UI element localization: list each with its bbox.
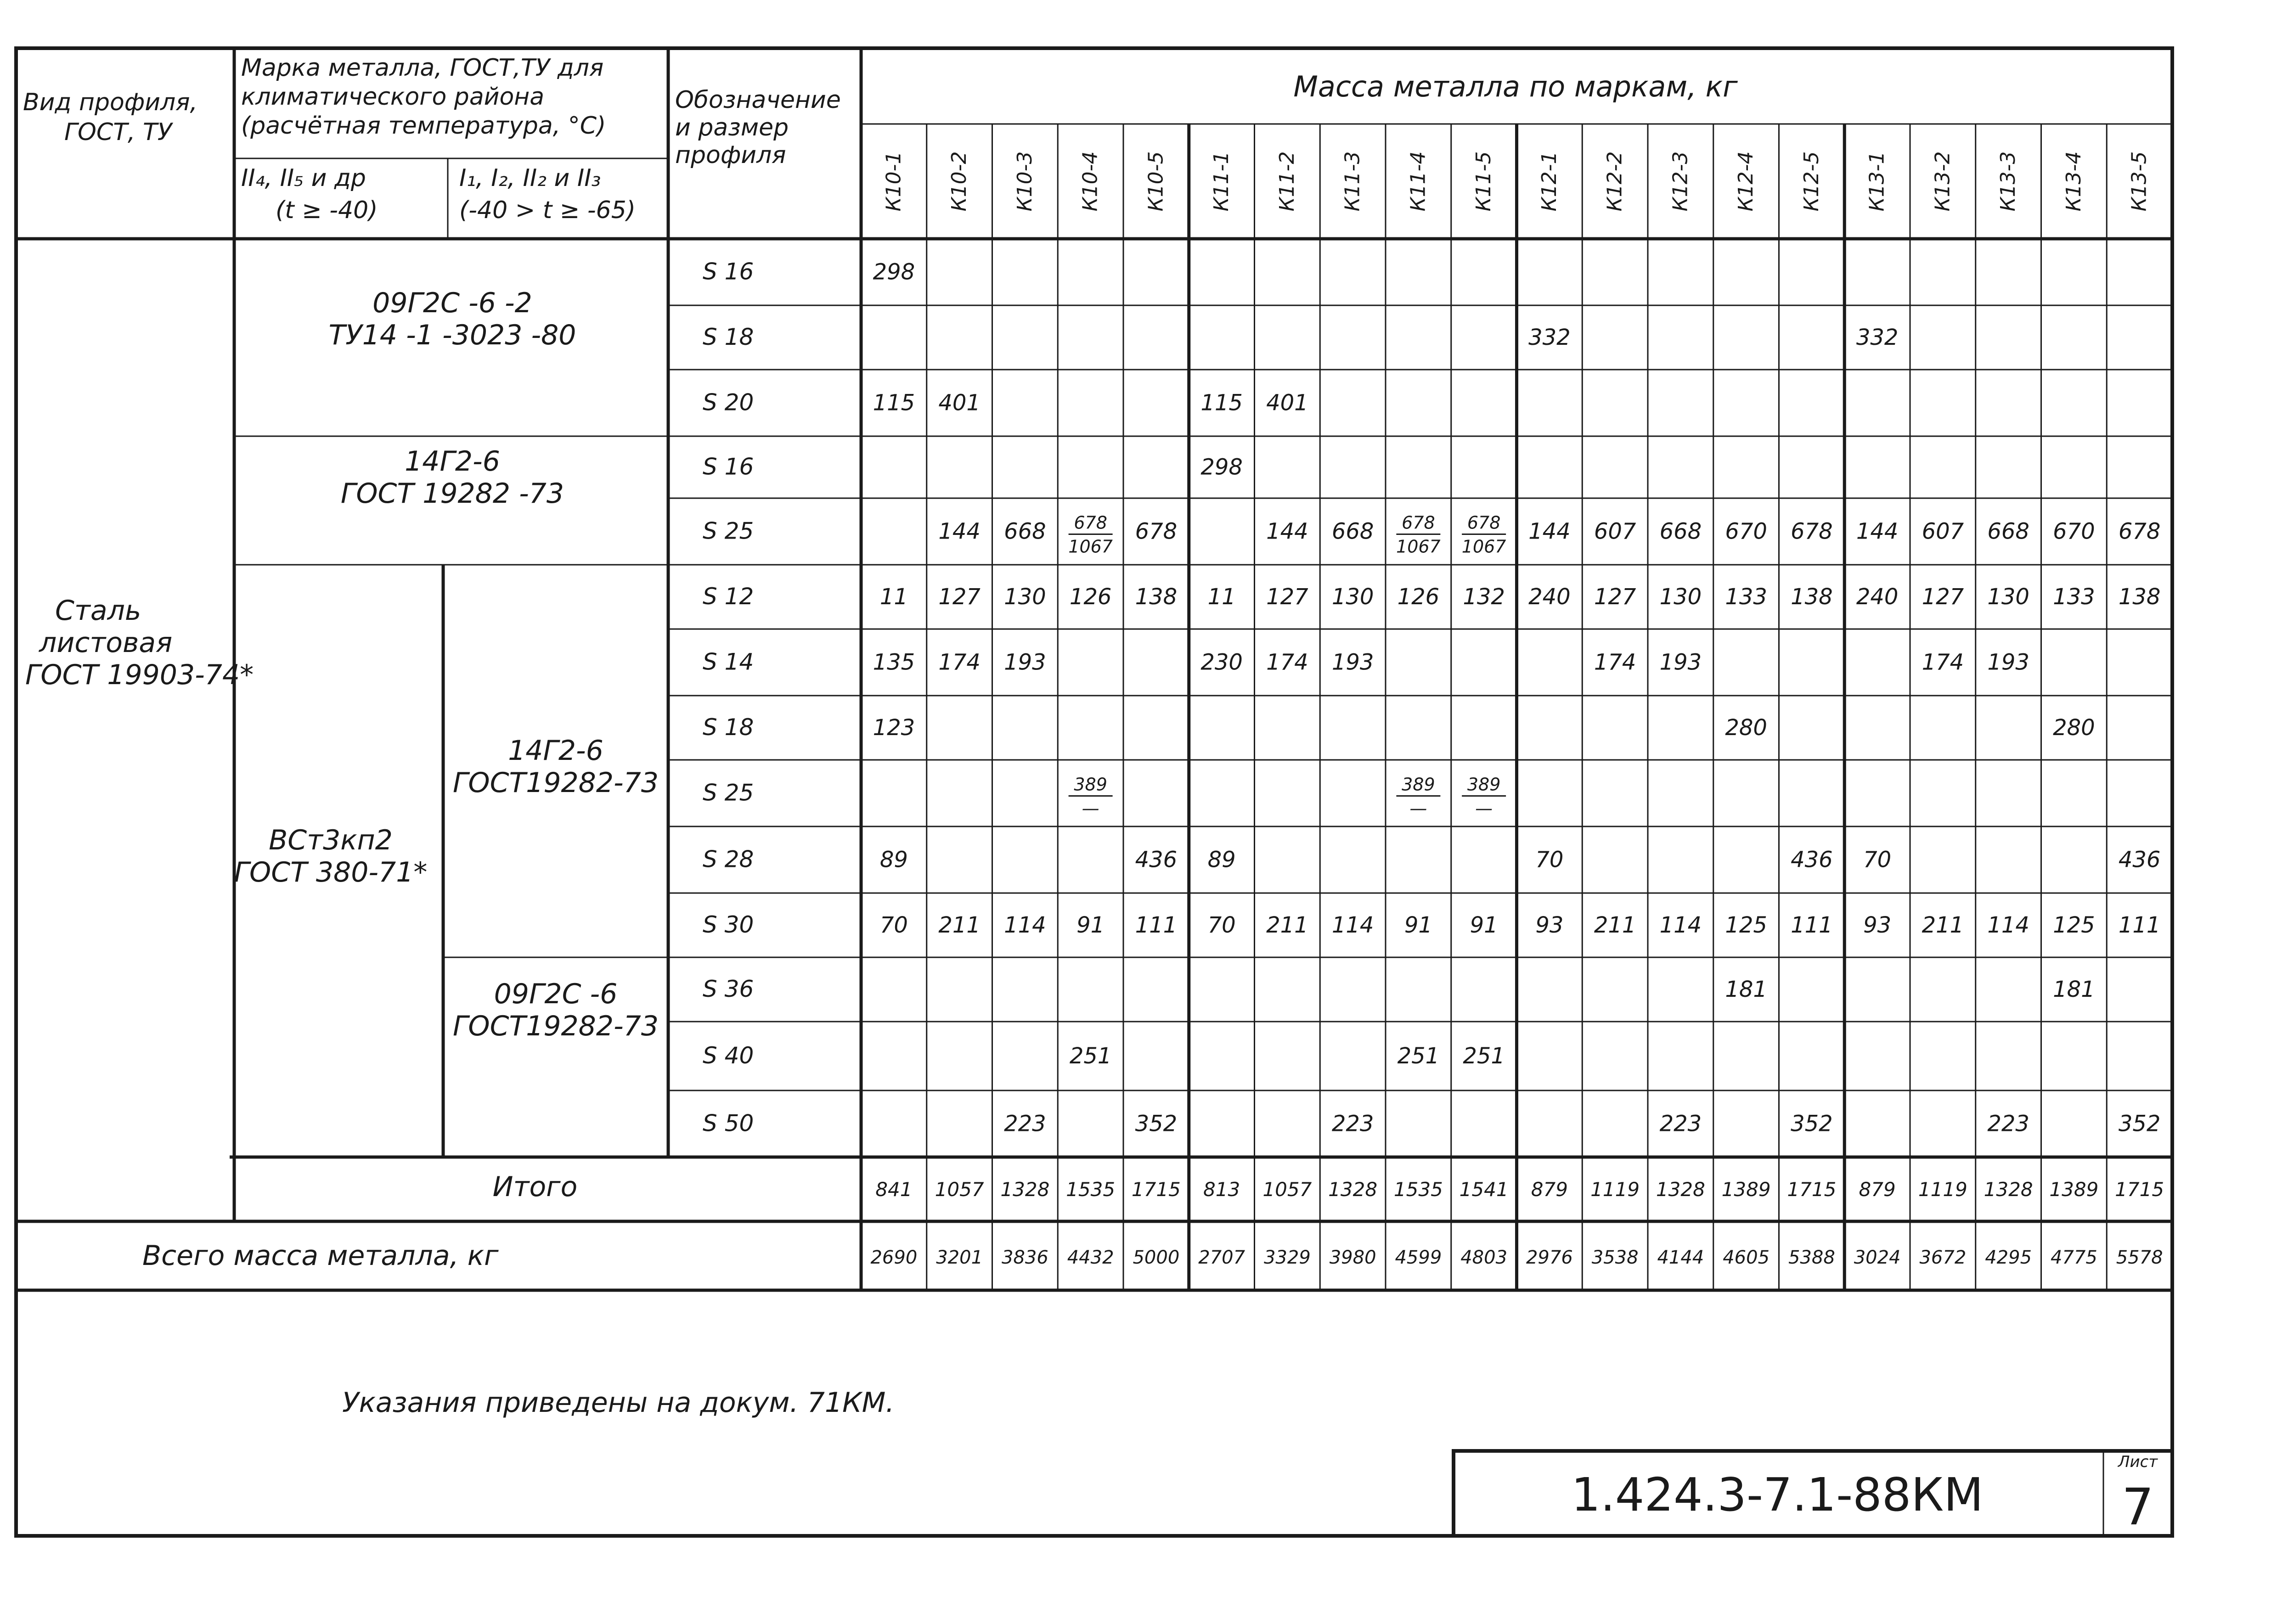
mass-cell: 193 xyxy=(1004,649,1046,675)
mass-cell: 436 xyxy=(2118,847,2161,873)
mark-header: К10-1 xyxy=(882,151,906,212)
mass-cell: 91 xyxy=(1470,912,1498,938)
profile-line3: ГОСТ 19903-74* xyxy=(25,659,254,691)
grade-gost-19282: ГОСТ 19282 -73 xyxy=(340,478,564,510)
mass-cell: 144 xyxy=(1266,518,1308,545)
grand-total-cell: 3836 xyxy=(1001,1247,1048,1268)
grade-header-line2: климатического района xyxy=(241,83,545,111)
mass-cell-denominator: 1067 xyxy=(1461,536,1506,557)
profile-size: S 25 xyxy=(703,517,754,545)
mass-cell: 678 xyxy=(1791,518,1833,545)
grade-gost-19282-b: ГОСТ19282-73 xyxy=(452,767,659,799)
mass-cell: 298 xyxy=(873,259,915,285)
mass-cell: 352 xyxy=(1135,1111,1178,1137)
total-cell: 1541 xyxy=(1459,1178,1509,1201)
mass-cell: 181 xyxy=(1725,977,1767,1002)
mark-header: К12-5 xyxy=(1799,151,1823,212)
mass-cell: 251 xyxy=(1463,1043,1505,1069)
total-cell: 879 xyxy=(1859,1178,1896,1201)
mark-header: К12-3 xyxy=(1668,151,1692,212)
mass-cell-denominator: — xyxy=(1082,798,1099,819)
grand-total-cell: 4605 xyxy=(1723,1247,1770,1268)
mark-header: К13-2 xyxy=(1931,151,1955,212)
total-cell: 1715 xyxy=(1131,1178,1181,1201)
grand-total-cell: 3024 xyxy=(1854,1247,1901,1268)
grade-14g2-6: 14Г2-6 xyxy=(405,445,500,478)
profile-size: S 16 xyxy=(703,453,754,480)
mark-header: К11-5 xyxy=(1472,151,1496,212)
mass-cell: 181 xyxy=(2053,977,2095,1002)
sheet-label: Лист xyxy=(2118,1453,2158,1471)
total-cell: 1715 xyxy=(1787,1178,1837,1201)
mass-cell: 251 xyxy=(1069,1043,1112,1069)
mass-cell: 111 xyxy=(1135,912,1178,938)
grand-total-label: Всего масса металла, кг xyxy=(142,1240,499,1272)
mass-cell: 251 xyxy=(1397,1043,1440,1069)
grand-total-cell: 2690 xyxy=(870,1247,918,1268)
mass-cell: 174 xyxy=(1594,649,1636,675)
mass-cell: 126 xyxy=(1397,584,1440,610)
mass-cell-denominator: 1067 xyxy=(1396,536,1441,557)
mass-cell: 211 xyxy=(1922,912,1964,938)
mass-cell: 668 xyxy=(1004,518,1046,545)
total-cell: 841 xyxy=(875,1178,913,1201)
grade-col-a-line1: II₄, II₅ и др xyxy=(241,164,366,192)
profile-size: S 18 xyxy=(703,714,754,741)
grade-gost-380: ГОСТ 380-71* xyxy=(234,856,428,888)
mark-header: К13-3 xyxy=(1996,151,2020,212)
mass-header: Масса металла по маркам, кг xyxy=(1293,70,1738,103)
mass-cell: 670 xyxy=(1725,518,1767,545)
column-lines xyxy=(927,124,2107,1290)
mass-cell: 125 xyxy=(1725,912,1767,938)
mass-cell: 174 xyxy=(1266,649,1308,675)
grand-total-cell: 5000 xyxy=(1133,1247,1180,1268)
totals-label: Итого xyxy=(492,1171,578,1203)
profile-size: S 25 xyxy=(703,779,754,806)
mark-header: К11-2 xyxy=(1275,151,1299,212)
total-cell: 1328 xyxy=(1000,1178,1050,1201)
total-cell: 1328 xyxy=(1328,1178,1378,1201)
grade-09g2s-62: 09Г2С -6 -2 xyxy=(372,287,532,319)
mass-cell: 11 xyxy=(1207,584,1236,610)
mass-cell-denominator: 1067 xyxy=(1068,536,1113,557)
mass-cell: 607 xyxy=(1922,518,1964,545)
grand-total-cell: 5388 xyxy=(1788,1247,1835,1268)
mark-header: К11-4 xyxy=(1406,151,1430,212)
sheet-number: 7 xyxy=(2122,1478,2154,1536)
profile-size: S 28 xyxy=(703,846,754,873)
mass-cell: 111 xyxy=(1791,912,1833,938)
mass-cell: 130 xyxy=(1331,584,1374,610)
mass-cell: 138 xyxy=(1135,584,1178,610)
mass-cell: 436 xyxy=(1791,847,1833,873)
profile-label xyxy=(25,595,254,691)
mass-cell: 144 xyxy=(1528,518,1571,545)
total-cell: 1389 xyxy=(1721,1178,1771,1201)
mass-cell: 401 xyxy=(1266,390,1308,416)
mark-header: К13-1 xyxy=(1865,151,1889,212)
profile-type-header-line2: ГОСТ, ТУ xyxy=(64,118,172,146)
mass-cell: 211 xyxy=(1266,912,1308,938)
grand-total-cell: 3672 xyxy=(1919,1247,1967,1268)
grade-tu-3023: ТУ14 -1 -3023 -80 xyxy=(328,319,576,351)
mark-header: К13-4 xyxy=(2062,151,2085,212)
grade-col-b-line2: (-40 > t ≥ -65) xyxy=(459,197,636,224)
mass-cell: 123 xyxy=(873,715,915,741)
mark-header: К10-4 xyxy=(1078,151,1102,212)
profile-size: S 18 xyxy=(703,324,754,350)
grade-header-line1: Марка металла, ГОСТ,ТУ для xyxy=(241,54,604,82)
mass-cell: 70 xyxy=(879,912,908,938)
total-cell: 1057 xyxy=(1262,1178,1312,1201)
mass-cell: 211 xyxy=(938,912,981,938)
mass-cell: 332 xyxy=(1528,325,1571,350)
mass-cell: 114 xyxy=(1004,912,1046,938)
mass-cell-numerator: 389 xyxy=(1074,774,1107,795)
mass-cell: 223 xyxy=(1659,1111,1702,1137)
mass-cell: 70 xyxy=(1207,912,1236,938)
mass-cell: 298 xyxy=(1200,454,1243,480)
mass-cell: 114 xyxy=(1331,912,1374,938)
grand-total-cell: 3980 xyxy=(1329,1247,1376,1268)
grade-labels xyxy=(234,287,659,1042)
mass-cell: 211 xyxy=(1594,912,1636,938)
mass-cell: 126 xyxy=(1069,584,1112,610)
mark-header: К10-5 xyxy=(1144,151,1168,212)
mass-cell: 115 xyxy=(1200,390,1243,416)
grand-total-cell: 3329 xyxy=(1263,1247,1311,1268)
profile-size: S 14 xyxy=(703,648,754,675)
mark-header: К10-2 xyxy=(947,151,971,212)
total-cell: 1119 xyxy=(1590,1178,1640,1201)
grand-total-cell: 3201 xyxy=(936,1247,983,1268)
mass-cell: 130 xyxy=(1659,584,1702,610)
mass-cell: 93 xyxy=(1535,912,1564,938)
profile-size: S 12 xyxy=(703,583,754,610)
total-cell: 1328 xyxy=(1984,1178,2033,1201)
designation-header-line2: и размер xyxy=(675,114,789,141)
mass-cell-numerator: 678 xyxy=(1467,512,1501,533)
mass-cell-denominator: — xyxy=(1475,798,1493,819)
mark-header: К12-1 xyxy=(1537,151,1561,212)
mass-cell: 93 xyxy=(1863,912,1892,938)
note-text: Указания приведены на докум. 71КМ. xyxy=(342,1387,895,1419)
grade-col-b-line1: I₁, I₂, II₂ и II₃ xyxy=(459,164,601,192)
grand-total-cell: 2976 xyxy=(1526,1247,1573,1268)
profile-size: S 36 xyxy=(703,976,754,1002)
mass-cell: 91 xyxy=(1076,912,1105,938)
mass-cell: 135 xyxy=(873,649,915,675)
drawing-code: 1.424.3-7.1-88КМ xyxy=(1571,1468,1984,1522)
profile-size: S 20 xyxy=(703,389,754,416)
mass-cell: 668 xyxy=(1659,518,1702,545)
profile-size: S 40 xyxy=(703,1042,754,1069)
mass-cell: 174 xyxy=(938,649,981,675)
mark-header: К11-1 xyxy=(1210,151,1234,212)
mass-cell: 607 xyxy=(1594,518,1636,545)
mass-cell: 11 xyxy=(879,584,908,610)
mass-cell: 240 xyxy=(1856,584,1899,610)
grand-total-cell: 4803 xyxy=(1460,1247,1508,1268)
mass-cell: 144 xyxy=(938,518,981,545)
profile-size: S 16 xyxy=(703,258,754,285)
mass-cell: 130 xyxy=(1987,584,2029,610)
mass-cell: 138 xyxy=(2118,584,2161,610)
mass-cell: 280 xyxy=(1725,715,1767,741)
mass-cell: 352 xyxy=(2118,1111,2161,1137)
mark-header: К10-3 xyxy=(1013,151,1037,212)
mass-cell-numerator: 389 xyxy=(1402,774,1435,795)
mass-cell: 223 xyxy=(1331,1111,1374,1137)
mark-header: К13-5 xyxy=(2127,151,2151,212)
mass-cell: 332 xyxy=(1856,325,1899,350)
grand-total-cell: 4775 xyxy=(2050,1247,2097,1268)
mass-cell: 678 xyxy=(1135,518,1178,545)
grand-total-cell: 4295 xyxy=(1985,1247,2032,1268)
row-lines xyxy=(668,305,2172,1090)
mass-cell: 670 xyxy=(2053,518,2095,545)
total-cell: 813 xyxy=(1203,1178,1240,1201)
mass-cell: 280 xyxy=(2053,715,2095,741)
mass-cell: 114 xyxy=(1987,912,2029,938)
designation-header-line1: Обозначение xyxy=(675,86,841,114)
total-cell: 1535 xyxy=(1393,1178,1443,1201)
mass-cell: 223 xyxy=(1987,1111,2029,1137)
grade-14g2-6-b: 14Г2-6 xyxy=(508,735,603,767)
mass-cell: 240 xyxy=(1528,584,1571,610)
total-cell: 1119 xyxy=(1918,1178,1967,1201)
grade-col-a-line2: (t ≥ -40) xyxy=(276,197,378,224)
profile-sizes xyxy=(703,258,754,1137)
mass-cell: 125 xyxy=(2053,912,2095,938)
mark-header: К12-4 xyxy=(1734,151,1758,212)
grade-vst3kp2: ВСт3кп2 xyxy=(269,824,393,856)
mass-cell: 668 xyxy=(1987,518,2029,545)
mark-header: К12-2 xyxy=(1603,151,1627,212)
mass-cell: 144 xyxy=(1856,518,1899,545)
mass-cell: 89 xyxy=(1207,847,1236,873)
total-cell: 879 xyxy=(1531,1178,1568,1201)
mass-cell: 193 xyxy=(1331,649,1374,675)
mass-cell: 174 xyxy=(1922,649,1964,675)
profile-size: S 50 xyxy=(703,1110,754,1137)
grade-09g2s-6: 09Г2С -6 xyxy=(494,978,618,1010)
total-cell: 1328 xyxy=(1656,1178,1705,1201)
mass-cell: 193 xyxy=(1987,649,2029,675)
mass-cell-numerator: 678 xyxy=(1074,512,1107,533)
profile-size: S 30 xyxy=(703,911,754,938)
grand-total-cell: 3538 xyxy=(1591,1247,1639,1268)
mass-cell: 138 xyxy=(1791,584,1833,610)
profile-line1: Сталь xyxy=(55,595,141,627)
mass-cell: 115 xyxy=(873,390,915,416)
total-cell: 1535 xyxy=(1066,1178,1116,1201)
mass-cell: 401 xyxy=(938,390,981,416)
mass-cell: 133 xyxy=(2053,584,2095,610)
mass-cell-numerator: 389 xyxy=(1467,774,1501,795)
mass-cell: 89 xyxy=(879,847,908,873)
mass-cell: 111 xyxy=(2118,912,2161,938)
mass-cell: 436 xyxy=(1135,847,1178,873)
mass-cell: 352 xyxy=(1791,1111,1833,1137)
total-cell: 1715 xyxy=(2115,1178,2164,1201)
mass-cell: 132 xyxy=(1463,584,1505,610)
mass-cell: 130 xyxy=(1004,584,1046,610)
mark-header: К11-3 xyxy=(1341,151,1364,212)
mass-cell: 230 xyxy=(1200,649,1243,675)
designation-header-line3: профиля xyxy=(675,141,786,169)
mass-cell: 193 xyxy=(1659,649,1702,675)
mass-cell-denominator: — xyxy=(1409,798,1427,819)
mass-cell: 70 xyxy=(1535,847,1564,873)
mass-cell: 668 xyxy=(1331,518,1374,545)
mass-cell: 91 xyxy=(1404,912,1432,938)
grand-total-cell: 4599 xyxy=(1395,1247,1442,1268)
profile-type-header-line1: Вид профиля, xyxy=(23,89,198,116)
grand-total-cell: 2707 xyxy=(1198,1247,1245,1268)
mass-cell: 114 xyxy=(1659,912,1702,938)
grade-header-line3: (расчётная температура, °С) xyxy=(241,112,606,140)
grand-total-cell: 5578 xyxy=(2116,1247,2163,1268)
grand-total-cell: 4432 xyxy=(1067,1247,1114,1268)
mass-cell: 133 xyxy=(1725,584,1767,610)
mass-cell: 223 xyxy=(1004,1111,1046,1137)
mass-cell: 127 xyxy=(1594,584,1636,610)
grade-gost-19282-c: ГОСТ19282-73 xyxy=(452,1010,659,1042)
grand-total-cell: 4144 xyxy=(1657,1247,1704,1268)
mass-cell: 127 xyxy=(1922,584,1964,610)
mass-cell: 127 xyxy=(938,584,981,610)
total-cell: 1389 xyxy=(2049,1178,2099,1201)
mass-cell: 127 xyxy=(1266,584,1308,610)
mass-cell-numerator: 678 xyxy=(1402,512,1435,533)
total-cell: 1057 xyxy=(935,1178,984,1201)
mass-cell: 70 xyxy=(1863,847,1892,873)
profile-line2: листовая xyxy=(39,627,173,659)
mass-cell: 678 xyxy=(2118,518,2161,545)
